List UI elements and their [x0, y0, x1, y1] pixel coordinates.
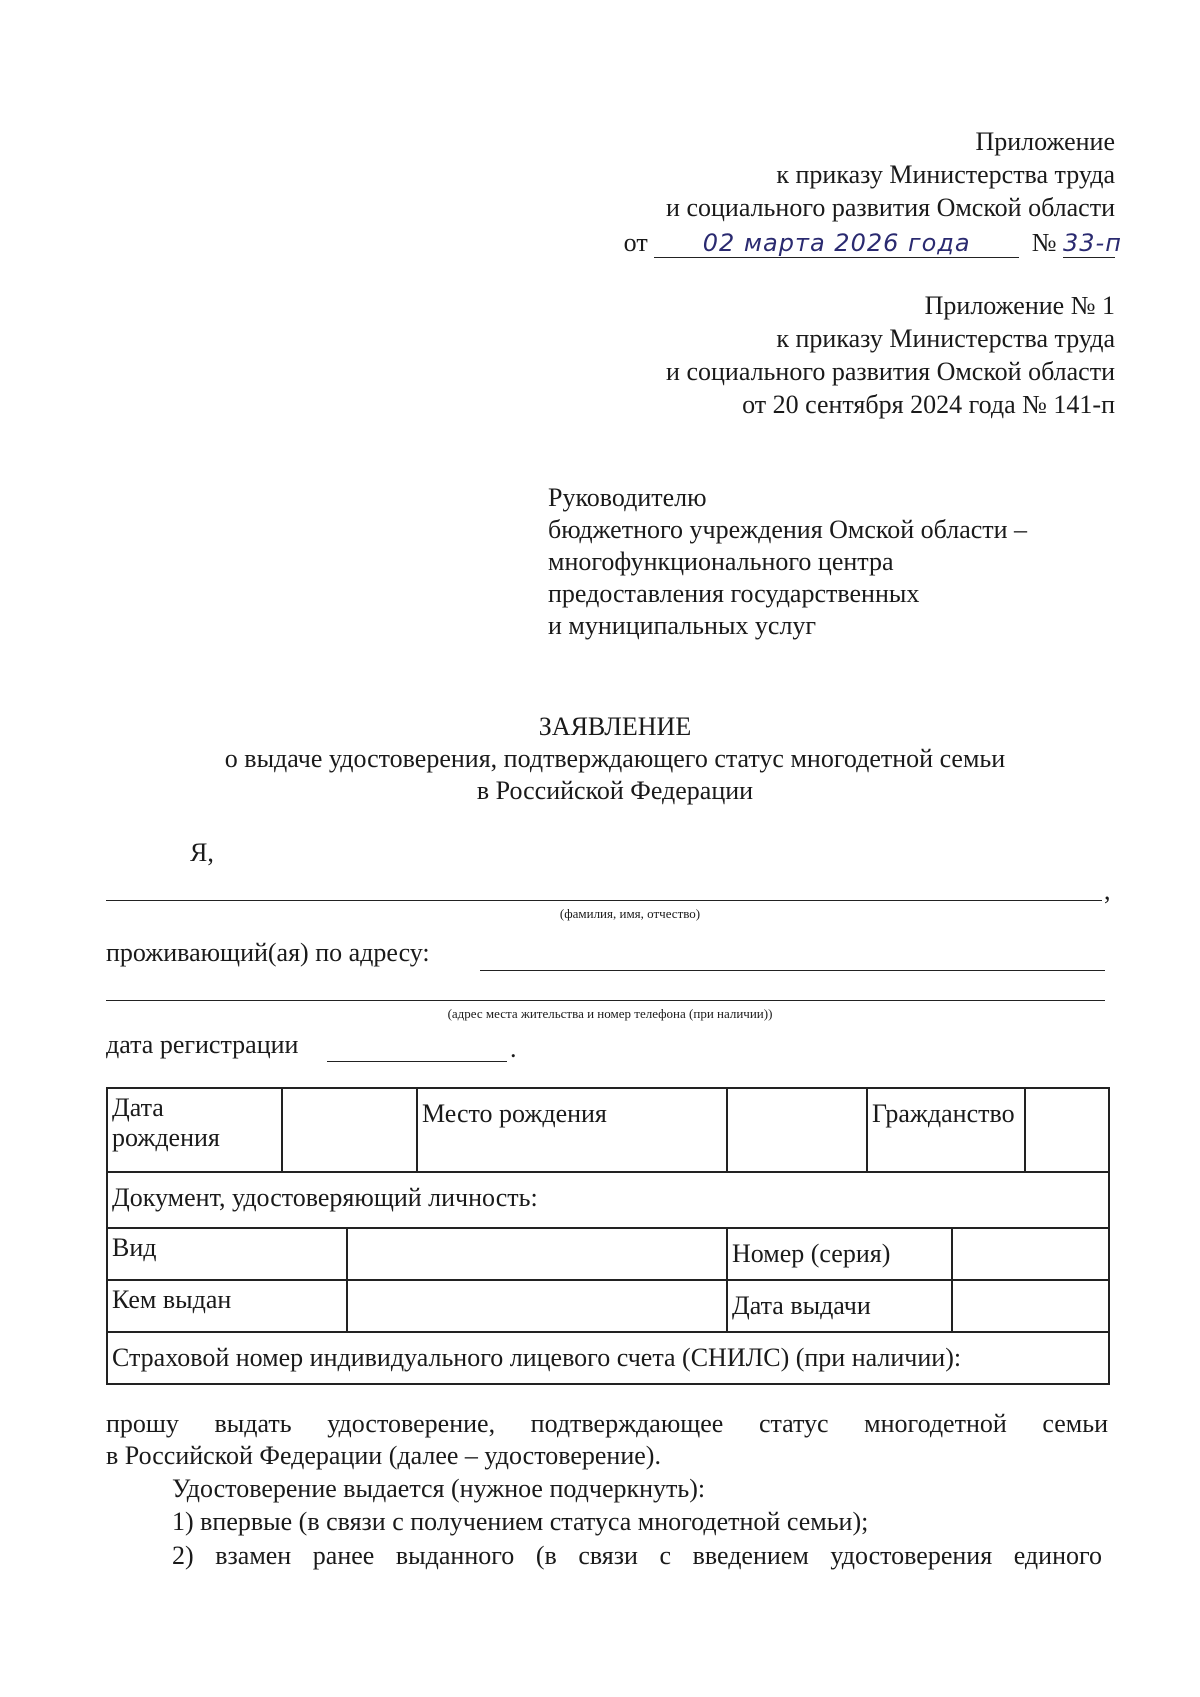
id-document-heading: Документ, удостоверяющий личность: — [107, 1172, 1109, 1228]
issue-date-label: Дата выдачи — [727, 1280, 952, 1332]
citizenship-field[interactable] — [1026, 1089, 1108, 1171]
handwritten-date: 02 марта 2026 года — [654, 229, 1019, 258]
addressee-line3: многофункционального центра — [548, 547, 894, 576]
name-caption: (фамилия, имя, отчество) — [559, 906, 701, 921]
appendix-top-block — [623, 125, 1122, 259]
snils-label: Страховой номер индивидуального лицевого счета (СНИЛС) (при наличии): — [107, 1332, 1109, 1384]
applicant-data-table — [106, 1087, 1110, 1385]
addressee-line2: бюджетного учреждения Омской области – — [548, 515, 1028, 544]
appendix-top-line3: и социального развития Омской области — [666, 193, 1115, 222]
address-label: проживающий(ая) по адресу: — [106, 938, 430, 967]
doc-type-label: Вид — [107, 1228, 347, 1280]
document-heading: ЗАЯВЛЕНИЕ — [538, 712, 692, 741]
address-caption: (адрес места жительства и номер телефона (при наличии)) — [447, 1006, 773, 1021]
appendix-one-block — [666, 289, 1115, 421]
issued-heading: Удостоверение выдается (нужное подчеркнуть): — [172, 1474, 706, 1503]
doc-number-field[interactable] — [952, 1228, 1109, 1280]
addressee-block — [548, 482, 1027, 642]
address-field-line-2[interactable] — [106, 1000, 1105, 1001]
title-block — [0, 711, 1200, 807]
request-line-2: в Российской Федерации (далее – удостоверение). — [106, 1441, 661, 1470]
issued-by-field[interactable] — [347, 1280, 727, 1332]
appendix-top-date-row — [623, 226, 1122, 259]
request-line-1: прошу выдать удостоверение, подтверждающее статус многодетной семьи — [106, 1409, 1108, 1438]
addressee-line5: и муниципальных услуг — [548, 611, 817, 640]
doc-type-field[interactable] — [347, 1228, 727, 1280]
birth-date-label: Дата рождения — [107, 1088, 282, 1172]
citizenship-label: Гражданство — [868, 1089, 1026, 1171]
addressee-line1: Руководителю — [548, 483, 707, 512]
issued-by-label: Кем выдан — [107, 1280, 347, 1332]
title-line1: о выдаче удостоверения, подтверждающего статус многодетной семьи — [224, 744, 1006, 773]
title-line2: в Российской Федерации — [476, 776, 754, 805]
handwritten-number: 33-п — [1063, 229, 1122, 257]
option-replacement: 2) взамен ранее выданного (в связи с введением удостоверения единого — [172, 1541, 1102, 1570]
ya-label: Я, — [190, 838, 214, 867]
from-label: от — [623, 228, 648, 257]
issue-date-field[interactable] — [952, 1280, 1109, 1332]
citizenship-cell — [867, 1088, 1109, 1172]
appendix-one-line2: к приказу Министерства труда — [776, 324, 1115, 353]
birth-date-field[interactable] — [282, 1088, 417, 1172]
name-trailing-comma: , — [1104, 876, 1111, 905]
appendix-one-line3: и социального развития Омской области — [666, 357, 1115, 386]
doc-number-label: Номер (серия) — [727, 1228, 952, 1280]
appendix-top-line2: к приказу Министерства труда — [776, 160, 1115, 189]
appendix-one-line1: Приложение № 1 — [924, 291, 1115, 320]
number-label: № — [1031, 228, 1057, 257]
addressee-line4: предоставления государственных — [548, 579, 920, 608]
registration-trailing-dot: . — [510, 1034, 517, 1063]
registration-label: дата регистрации — [106, 1030, 299, 1059]
registration-field-line[interactable] — [327, 1061, 507, 1062]
birth-place-label: Место рождения — [417, 1088, 727, 1172]
name-field-line[interactable] — [106, 900, 1102, 901]
appendix-top-line1: Приложение — [975, 127, 1115, 156]
option-first-issue: 1) впервые (в связи с получением статуса многодетной семьи); — [172, 1507, 869, 1536]
appendix-one-line4: от 20 сентября 2024 года № 141-п — [742, 390, 1115, 419]
address-field-line-1[interactable] — [480, 970, 1105, 971]
birth-place-field[interactable] — [727, 1088, 867, 1172]
